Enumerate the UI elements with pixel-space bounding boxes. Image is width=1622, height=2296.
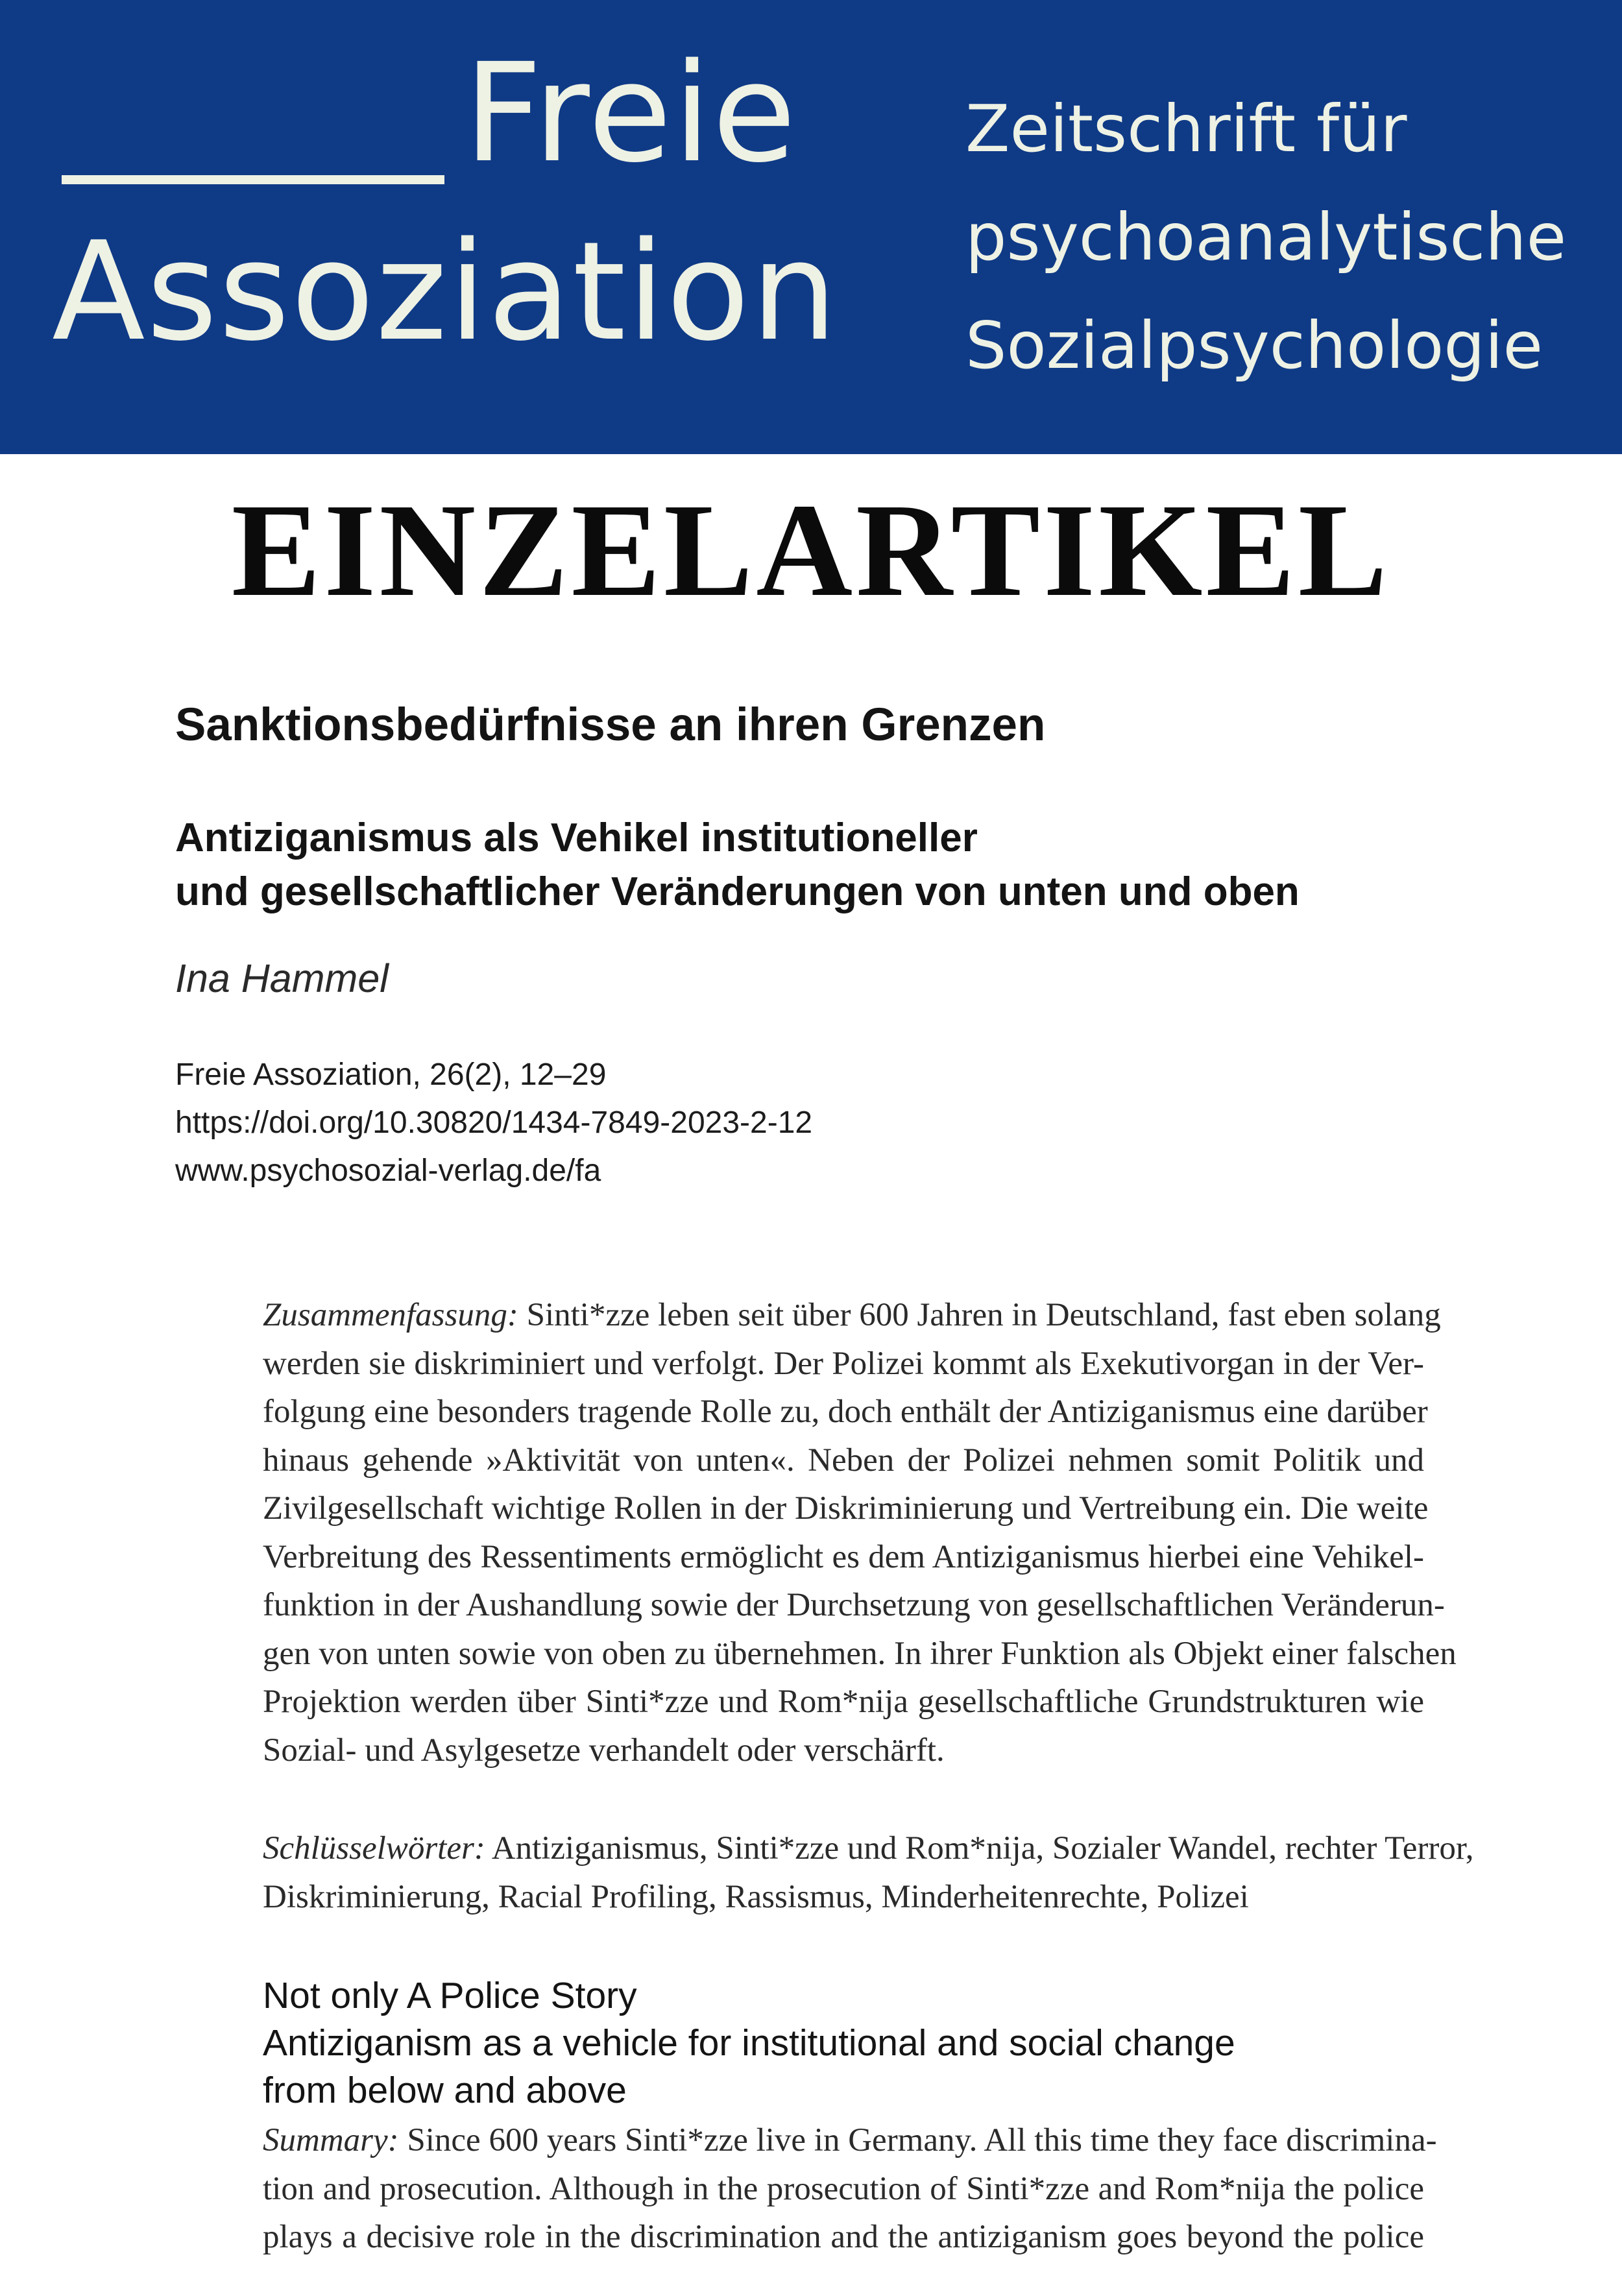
article-subtitle-line: und gesellschaftlicher Veränderungen von unten und oben bbox=[175, 869, 1300, 914]
article-subtitle-line: Antiziganismus als Vehikel institutioneller bbox=[175, 816, 978, 860]
abstract-label: Zusammenfassung: bbox=[263, 1297, 518, 1333]
article-author: Ina Hammel bbox=[175, 956, 389, 1000]
doi-link[interactable]: https://doi.org/10.30820/1434-7849-2023-2-12 bbox=[175, 1106, 813, 1140]
english-summary bbox=[263, 2116, 1437, 2255]
summary-line: tion and prosecution. Although in the prosecution of Sinti*zze and Rom*nija the police bbox=[263, 2170, 1424, 2207]
english-title-line: Not only A Police Story bbox=[263, 1975, 637, 2016]
keywords-line bbox=[263, 1824, 1474, 1873]
journal-subtitle-line: Sozialpsychologie bbox=[965, 308, 1543, 383]
abstract-line: Verbreitung des Ressentiments ermöglicht es dem Antiziganismus hierbei eine Vehikel- bbox=[263, 1538, 1424, 1575]
abstract-line: Sozial- und Asylgesetze verhandelt oder verschärft. bbox=[263, 1732, 945, 1769]
journal-subtitle bbox=[965, 75, 1566, 400]
english-title bbox=[263, 1972, 1235, 2114]
abstract-line: funktion in der Aushandlung sowie der Durchsetzung von gesellschaftlichen Veränderun- bbox=[263, 1587, 1445, 1623]
journal-title-line-1: Freie bbox=[464, 34, 797, 193]
journal-banner bbox=[0, 0, 1622, 454]
summary-line bbox=[263, 2116, 1437, 2165]
keywords bbox=[263, 1824, 1474, 1921]
summary-text: Since 600 years Sinti*zze live in Germany. All this time they face discrimina- bbox=[398, 2122, 1437, 2158]
abstract-line: Zivilgesellschaft wichtige Rollen in der Diskriminierung und Vertreibung ein. Die weite bbox=[263, 1490, 1429, 1527]
abstract-line bbox=[263, 1291, 1441, 1340]
journal-subtitle-line: psychoanalytische bbox=[965, 199, 1567, 275]
keywords-label: Schlüsselwörter: bbox=[263, 1830, 485, 1867]
journal-title-line-2: Assoziation bbox=[52, 212, 839, 371]
abstract-line: Projektion werden über Sinti*zze und Rom*nija gesellschaftliche Grundstrukturen wie bbox=[263, 1684, 1424, 1720]
citation: Freie Assoziation, 26(2), 12–29 bbox=[175, 1057, 607, 1092]
summary-label: Summary: bbox=[263, 2122, 399, 2158]
english-title-line: Antiziganism as a vehicle for institutional and social change bbox=[263, 2022, 1235, 2064]
abstract-line: werden sie diskriminiert und verfolgt. Der Polizei kommt als Exekutivorgan in der Ver- bbox=[263, 1345, 1424, 1382]
summary-line-cut: plays a decisive role in the discrimination and the antiziganism goes beyond the police bbox=[263, 2219, 1424, 2255]
page-heading: EINZELARTIKEL bbox=[231, 476, 1391, 624]
abstract-text: Sinti*zze leben seit über 600 Jahren in Deutschland, fast eben solang bbox=[518, 1297, 1441, 1333]
banner-rule bbox=[62, 175, 444, 184]
abstract-line: folgung eine besonders tragende Rolle zu, doch enthält der Antiziganismus eine darüber bbox=[263, 1394, 1428, 1430]
keywords-text: Antiziganismus, Sinti*zze und Rom*nija, Sozialer Wandel, rechter Terror, bbox=[485, 1830, 1474, 1867]
bibliographic-info bbox=[175, 1051, 812, 1195]
keywords-line: Diskriminierung, Racial Profiling, Rassismus, Minderheitenrechte, Polizei bbox=[263, 1878, 1249, 1915]
article-title: Sanktionsbedürfnisse an ihren Grenzen bbox=[175, 699, 1046, 751]
journal-subtitle-line: Zeitschrift für bbox=[965, 91, 1407, 167]
article-subtitle bbox=[175, 811, 1300, 919]
abstract bbox=[263, 1291, 1457, 1774]
abstract-line: hinaus gehende »Aktivität von unten«. Neben der Polizei nehmen somit Politik und bbox=[263, 1442, 1424, 1479]
abstract-line: gen von unten sowie von oben zu übernehmen. In ihrer Funktion als Objekt einer falschen bbox=[263, 1635, 1457, 1672]
english-title-line: from below and above bbox=[263, 2070, 627, 2111]
website-link[interactable]: www.psychosozial-verlag.de/fa bbox=[175, 1154, 601, 1188]
